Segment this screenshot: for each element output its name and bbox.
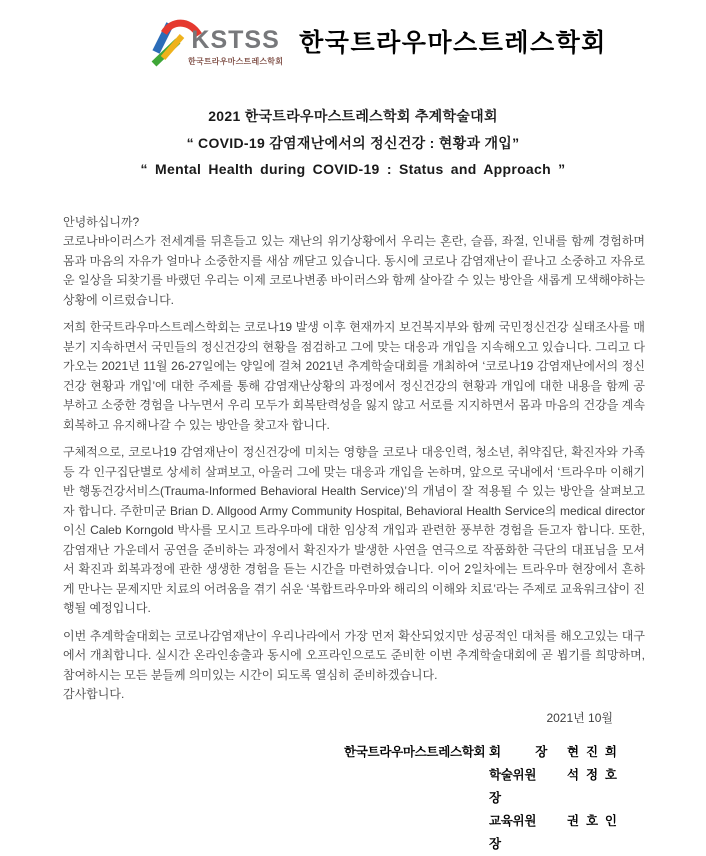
signature-org-name: 한국트라우마스트레스학회 bbox=[344, 745, 486, 759]
paragraph-4: 이번 추계학술대회는 코로나감염재난이 우리나라에서 가장 먼저 확산되었지만 성공적인 대처를 해오고있는 대구에서 개최합니다. 실시간 온라인송출과 동시에 오프라인으로도 준비한 이번 추계학술대회에 곧 뵙기를 희망하며, 참여하시는 모든 분들께 의미있는 시간이 되도록 열심히 준비하겠습니다. bbox=[63, 628, 645, 682]
paragraph-3: 구체적으로, 코로나19 감염재난이 정신건강에 미치는 영향을 코로나 대응인력, 청소년, 취약집단, 확진자와 가족 등 각 인구집단별로 상세히 살펴보고, 아울러 그에 맞는 대응과 개입을 논하며, 앞으로 국내에서 ‘트라우마 이해기반 행동건강서비스(Trauma-Informed Behavioral Health Service)’의 개념이 잘 적용될 수 있는 방안을 살펴보고자 합니다. 주한미군 Brian D. Allgood Army Community Hospital, Behavioral Health Service의 medical director이신 Caleb Korngold 박사를 모시고 트라우마에 대한 임상적 개입과 관련한 풍부한 경험을 듣고자 합니다. 또한, 감염재난 가운데서 공연을 준비하는 과정에서 확진자가 발생한 사연을 연극으로 작품화한 극단의 대표님을 모셔서 확진과 회복과정에 관한 생생한 경험을 듣는 시간을 마련하였습니다. 이어 2일차에는 트라우마 현장에서 흔하게 만나는 문제지만 치료의 어려움을 겪기 쉬운 ‘복합트라우마와 해리의 이해와 치료’라는 주제로 교육워크샵이 진행될 예정입니다. bbox=[63, 445, 645, 615]
conference-theme-korean: “ COVID-19 감염재난에서의 정신건강 : 현황과 개입” bbox=[186, 134, 520, 151]
signature-row-education-chair bbox=[63, 810, 645, 856]
signature-row-president bbox=[63, 741, 645, 764]
letter-body bbox=[63, 213, 645, 705]
logo-text-block bbox=[188, 28, 283, 67]
greeting-line: 안녕하십니까? bbox=[63, 214, 140, 229]
conference-theme-english: “ Mental Health during COVID-19 : Status and Approach ” bbox=[140, 161, 566, 177]
letterhead bbox=[26, 0, 706, 67]
paragraph-1: 코로나바이러스가 전세계를 뒤흔들고 있는 재난의 위기상황에서 우리는 혼란, 슬픔, 좌절, 인내를 함께 경험하며 몸과 마음의 자유가 얼마나 소중한지를 새삼 깨닫고 있습니다. 동시에 코로나 감염재난이 끝나고 소중하고 자유로운 일상을 되찾기를 바랬던 우리는 이제 코로나변종 바이러스와 함께 살아갈 수 있는 방안을 새롭게 모색해야하는 상황에 이르렀습니다. bbox=[63, 234, 645, 307]
signature-row-academic-chair bbox=[63, 764, 645, 810]
signature-role: 학술위원장 bbox=[489, 768, 537, 805]
conference-title: 2021 한국트라우마스트레스학회 추계학술대회 bbox=[208, 108, 498, 124]
org-title: 한국트라우마스트레스학회 bbox=[299, 29, 607, 57]
conference-title-block bbox=[0, 103, 706, 183]
letter-date: 2021년 10월 bbox=[546, 710, 613, 725]
signature-role: 교육위원장 bbox=[489, 814, 537, 851]
signature-role: 회 장 bbox=[489, 745, 547, 759]
signature-name: 권 호 인 bbox=[567, 814, 617, 828]
logo-subtext: 한국트라우마스트레스학회 bbox=[188, 57, 284, 66]
logo-acronym: KSTSS bbox=[191, 26, 280, 54]
signature-name: 현 진 희 bbox=[567, 745, 617, 759]
closing-line: 감사합니다. bbox=[63, 687, 125, 701]
kstss-logo bbox=[151, 15, 283, 67]
signature-name: 석 정 호 bbox=[567, 768, 617, 782]
paragraph-2: 저희 한국트라우마스트레스학회는 코로나19 발생 이후 현재까지 보건복지부와 함께 국민정신건강 실태조사를 매 분기 지속하면서 국민들의 정신건강의 현황을 점검하고 그에 맞는 대응과 개입을 지속해오고 있습니다. 그리고 다가오는 2021년 11월 26-27일에는 양일에 걸쳐 2021년 추계학술대회를 개최하여 ‘코로나19 감염재난에서의 정신건강 현황과 개입’에 대한 주제를 통해 감염재난상황의 과정에서 정신건강의 현황과 개입에 대한 내용을 함께 공부하고 소중한 경험을 나누면서 우리 모두가 회복탄력성을 잃지 않고 서로를 지지하면서 몸과 마음의 건강을 계속 회복하고 유지해나갈 수 있는 방안을 찾고자 합니다. bbox=[63, 320, 645, 432]
signature-block bbox=[63, 741, 645, 856]
